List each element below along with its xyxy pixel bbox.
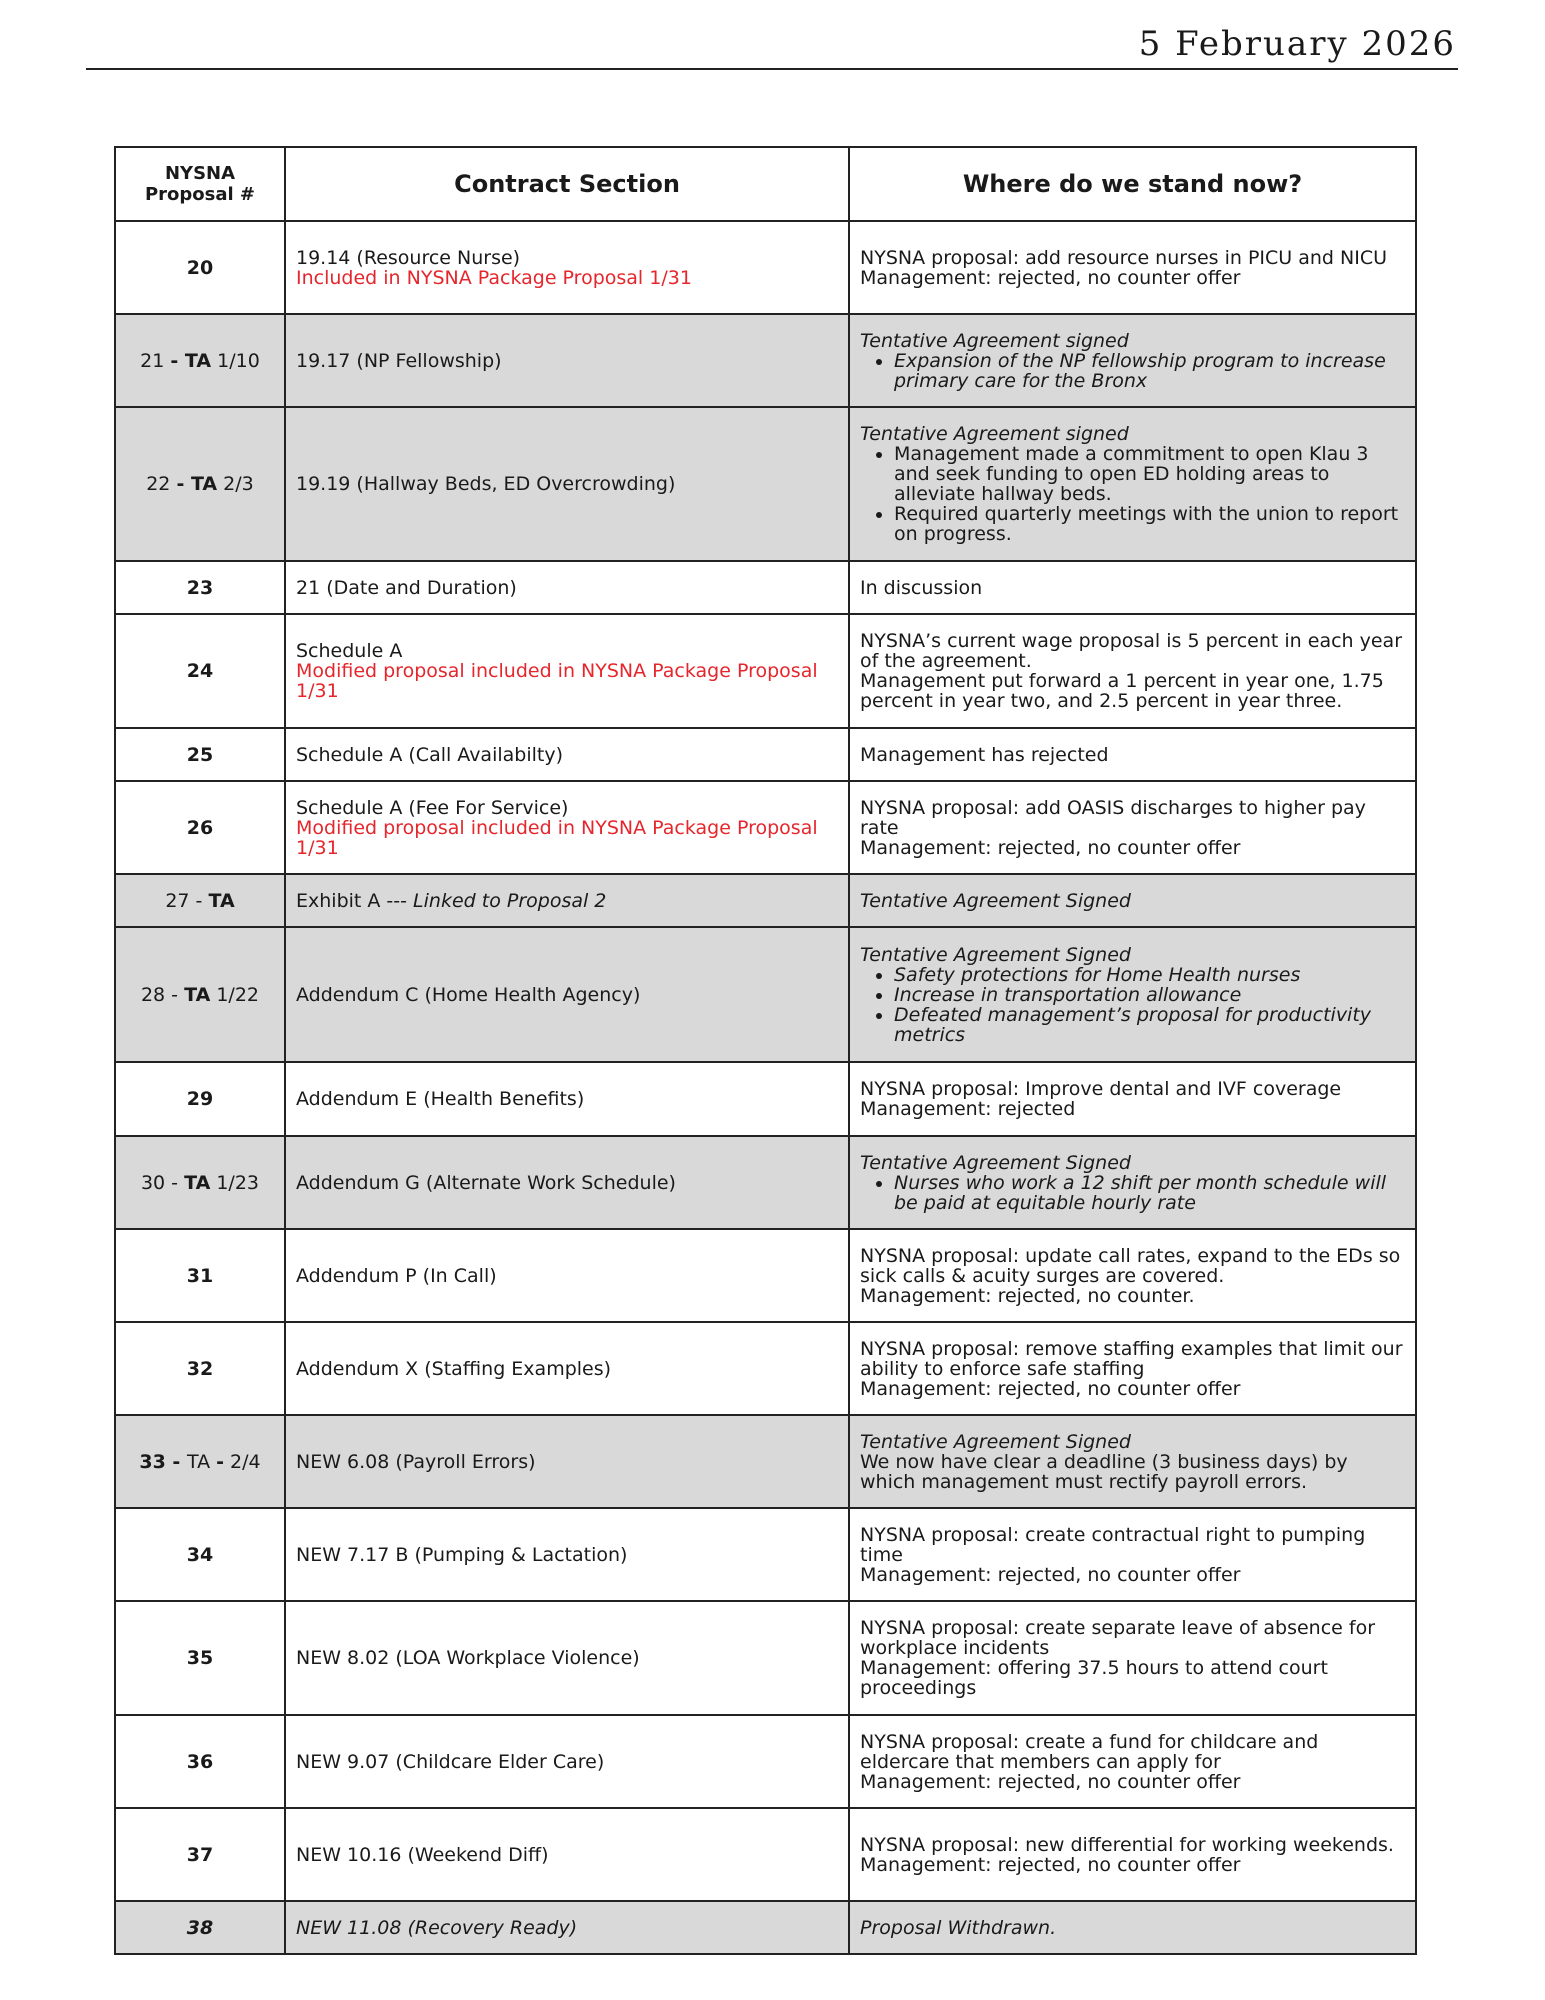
table-row: [115, 221, 1416, 314]
table-row: [115, 927, 1416, 1062]
header-rule: [86, 68, 1458, 70]
contract-section: Exhibit A --- Linked to Proposal 2: [285, 874, 849, 927]
status-cell: NYSNA proposal: create contractual right to pumping time Management: rejected, no counter offer: [849, 1508, 1416, 1601]
status-bullets: • Expansion of the NP fellowship program to increase primary care for the Bronx: [860, 351, 1405, 391]
table-row: [115, 874, 1416, 927]
table-row: [115, 1322, 1416, 1415]
proposal-number: 25: [115, 728, 285, 781]
status-cell: NYSNA proposal: new differential for working weekends. Management: rejected, no counter offer: [849, 1808, 1416, 1901]
contract-section: Addendum P (In Call): [285, 1229, 849, 1322]
table-header-row: [115, 147, 1416, 221]
proposal-number: 20: [115, 221, 285, 314]
proposal-number: 34: [115, 1508, 285, 1601]
contract-section: 19.14 (Resource Nurse) Included in NYSNA Package Proposal 1/31: [285, 221, 849, 314]
status-cell: Tentative Agreement Signed We now have clear a deadline (3 business days) by which management must rectify payroll errors.: [849, 1415, 1416, 1508]
proposal-number: 21 - TA 1/10: [115, 314, 285, 407]
contract-section: NEW 10.16 (Weekend Diff): [285, 1808, 849, 1901]
contract-section: Addendum G (Alternate Work Schedule): [285, 1136, 849, 1229]
contract-section: 19.19 (Hallway Beds, ED Overcrowding): [285, 407, 849, 561]
proposal-number: 37: [115, 1808, 285, 1901]
status-cell: NYSNA proposal: add OASIS discharges to higher pay rate Management: rejected, no counter offer: [849, 781, 1416, 874]
status-cell: NYSNA proposal: create separate leave of absence for workplace incidents Management: offering 37.5 hours to attend court proceedings: [849, 1601, 1416, 1715]
table-row: [115, 1508, 1416, 1601]
status-cell: NYSNA’s current wage proposal is 5 percent in each year of the agreement. Management put forward a 1 percent in year one, 1.75 percent in year two, and 2.5 percent in year three.: [849, 614, 1416, 728]
package-note: Included in NYSNA Package Proposal 1/31: [296, 266, 692, 289]
status-cell: In discussion: [849, 561, 1416, 614]
proposal-number: 31: [115, 1229, 285, 1322]
contract-section: Addendum E (Health Benefits): [285, 1062, 849, 1136]
contract-section: NEW 8.02 (LOA Workplace Violence): [285, 1601, 849, 1715]
proposal-number: 22 - TA 2/3: [115, 407, 285, 561]
status-cell: NYSNA proposal: remove staffing examples that limit our ability to enforce safe staffing Management: rejected, no counter offer: [849, 1322, 1416, 1415]
status-cell: Tentative Agreement Signed • Nurses who work a 12 shift per month schedule will be paid at equitable hourly rate: [849, 1136, 1416, 1229]
table-row: [115, 314, 1416, 407]
table-row: [115, 1715, 1416, 1808]
table-row: [115, 1415, 1416, 1508]
table-row: [115, 781, 1416, 874]
status-cell: NYSNA proposal: add resource nurses in PICU and NICU Management: rejected, no counter offer: [849, 221, 1416, 314]
status-cell: Tentative Agreement Signed: [849, 874, 1416, 927]
status-cell: Management has rejected: [849, 728, 1416, 781]
status-cell: NYSNA proposal: Improve dental and IVF coverage Management: rejected: [849, 1062, 1416, 1136]
contract-section: Schedule A (Call Availabilty): [285, 728, 849, 781]
proposal-number: 26: [115, 781, 285, 874]
table-row: [115, 1901, 1416, 1954]
contract-section: NEW 9.07 (Childcare Elder Care): [285, 1715, 849, 1808]
package-note: Modified proposal included in NYSNA Package Proposal 1/31: [296, 816, 818, 859]
proposal-number: 29: [115, 1062, 285, 1136]
status-cell: Proposal Withdrawn.: [849, 1901, 1416, 1954]
header-contract-section: Contract Section: [285, 147, 849, 221]
status-bullets: • Safety protections for Home Health nurses • Increase in transportation allowance • Defeated management’s proposal for productivity metrics: [860, 965, 1405, 1045]
table-row: [115, 407, 1416, 561]
negotiation-status-table: [114, 146, 1417, 1955]
header-status: Where do we stand now?: [849, 147, 1416, 221]
table-row: [115, 1136, 1416, 1229]
status-bullets: • Nurses who work a 12 shift per month schedule will be paid at equitable hourly rate: [860, 1173, 1405, 1213]
contract-section: NEW 6.08 (Payroll Errors): [285, 1415, 849, 1508]
contract-section: NEW 7.17 B (Pumping & Lactation): [285, 1508, 849, 1601]
contract-section: Schedule A (Fee For Service) Modified proposal included in NYSNA Package Proposal 1/31: [285, 781, 849, 874]
proposal-number: 38: [115, 1901, 285, 1954]
table-row: [115, 1808, 1416, 1901]
proposal-number: 33 - TA - 2/4: [115, 1415, 285, 1508]
table-row: [115, 728, 1416, 781]
contract-section: Addendum X (Staffing Examples): [285, 1322, 849, 1415]
proposal-number: 35: [115, 1601, 285, 1715]
contract-section: 21 (Date and Duration): [285, 561, 849, 614]
status-cell: NYSNA proposal: update call rates, expand to the EDs so sick calls & acuity surges are covered. Management: rejected, no counter.: [849, 1229, 1416, 1322]
status-bullets: • Management made a commitment to open Klau 3 and seek funding to open ED holding areas to alleviate hallway beds. • Required quarterly meetings with the union to report on progress.: [860, 444, 1405, 544]
contract-section: NEW 11.08 (Recovery Ready): [285, 1901, 849, 1954]
table-row: [115, 1229, 1416, 1322]
contract-section: Addendum C (Home Health Agency): [285, 927, 849, 1062]
proposal-number: 30 - TA 1/23: [115, 1136, 285, 1229]
proposal-number: 32: [115, 1322, 285, 1415]
status-cell: Tentative Agreement Signed • Safety protections for Home Health nurses • Increase in transportation allowance • Defeated management’s proposal for productivity metrics: [849, 927, 1416, 1062]
proposal-number: 24: [115, 614, 285, 728]
document-date: 5 February 2026: [1138, 24, 1456, 64]
status-cell: Tentative Agreement signed • Expansion of the NP fellowship program to increase primary care for the Bronx: [849, 314, 1416, 407]
table-row: [115, 561, 1416, 614]
proposal-number: 27 - TA: [115, 874, 285, 927]
proposal-number: 28 - TA 1/22: [115, 927, 285, 1062]
header-proposal-number: NYSNA Proposal #: [115, 147, 285, 221]
table-row: [115, 1062, 1416, 1136]
proposal-number: 36: [115, 1715, 285, 1808]
table-row: [115, 1601, 1416, 1715]
contract-section: 19.17 (NP Fellowship): [285, 314, 849, 407]
status-cell: Tentative Agreement signed • Management made a commitment to open Klau 3 and seek funding to open ED holding areas to alleviate hallway beds. • Required quarterly meetings with the union to report on progress.: [849, 407, 1416, 561]
table-row: [115, 614, 1416, 728]
proposal-number: 23: [115, 561, 285, 614]
package-note: Modified proposal included in NYSNA Package Proposal 1/31: [296, 660, 818, 702]
status-cell: NYSNA proposal: create a fund for childcare and eldercare that members can apply for Management: rejected, no counter offer: [849, 1715, 1416, 1808]
contract-section: Schedule A Modified proposal included in NYSNA Package Proposal 1/31: [285, 614, 849, 728]
